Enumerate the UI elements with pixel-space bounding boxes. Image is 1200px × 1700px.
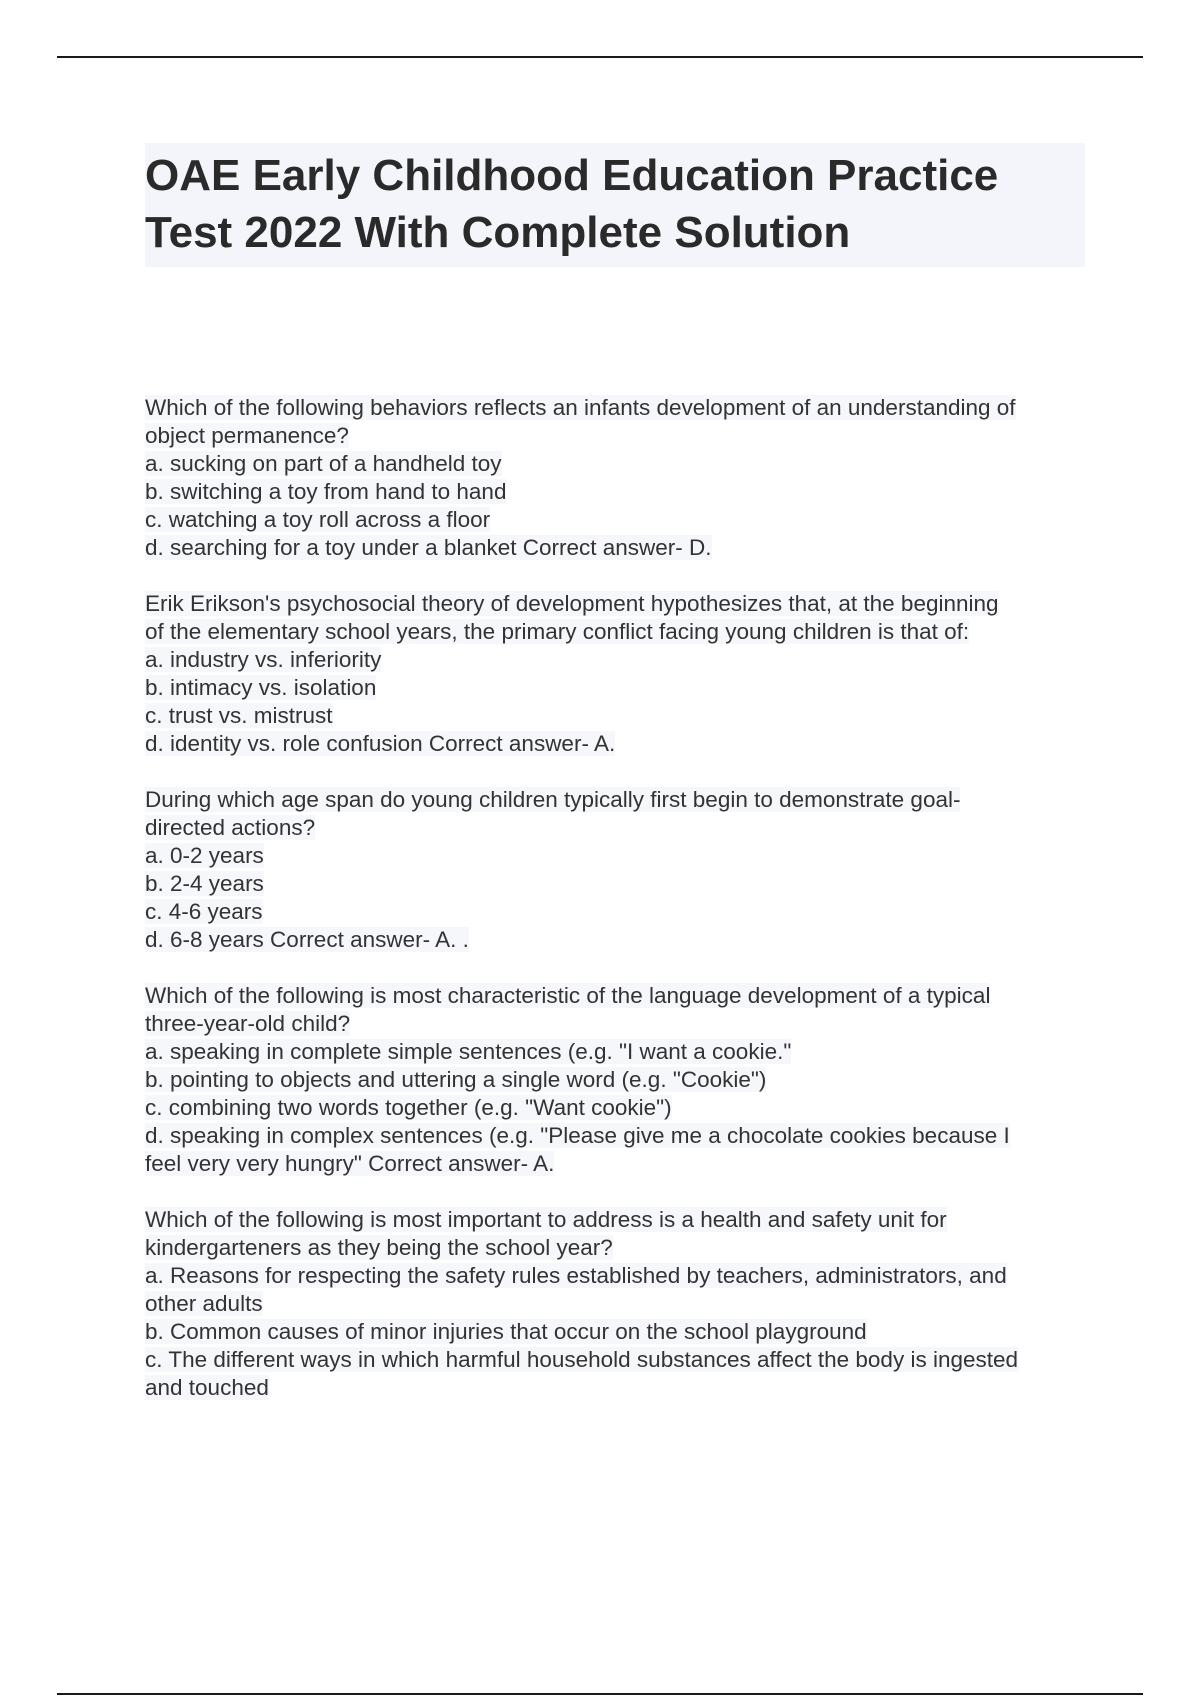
answer-option: b. Common causes of minor injuries that occur on the school playground xyxy=(145,1319,867,1344)
question-text: Which of the following is most characteristic of the language development of a typical xyxy=(145,983,991,1008)
question-4 xyxy=(145,982,1090,1178)
answer-option: d. 6-8 years Correct answer- A. . xyxy=(145,927,469,952)
question-text: kindergarteners as they being the school year? xyxy=(145,1235,613,1260)
answer-option: a. speaking in complete simple sentences (e.g. "I want a cookie." xyxy=(145,1039,792,1064)
question-text: of the elementary school years, the primary conflict facing young children is that of: xyxy=(145,619,970,644)
question-text: During which age span do young children typically first begin to demonstrate goal- xyxy=(145,787,961,812)
answer-option: b. 2-4 years xyxy=(145,871,264,896)
answer-option: a. Reasons for respecting the safety rules established by teachers, administrators, and xyxy=(145,1263,1007,1288)
answer-option: c. combining two words together (e.g. "Want cookie") xyxy=(145,1095,672,1120)
answer-option: d. speaking in complex sentences (e.g. "Please give me a chocolate cookies because I xyxy=(145,1123,1010,1148)
top-rule xyxy=(57,56,1143,58)
question-5 xyxy=(145,1206,1090,1402)
question-1 xyxy=(145,394,1090,562)
question-text: Which of the following is most important to address is a health and safety unit for xyxy=(145,1207,947,1232)
answer-option: c. The different ways in which harmful household substances affect the body is ingested xyxy=(145,1347,1019,1372)
answer-option: c. 4-6 years xyxy=(145,899,263,924)
answer-option: d. searching for a toy under a blanket Correct answer- D. xyxy=(145,535,712,560)
document-title: OAE Early Childhood Education Practice Test 2022 With Complete Solution xyxy=(145,151,999,257)
answer-option: a. sucking on part of a handheld toy xyxy=(145,451,502,476)
answer-option: feel very very hungry" Correct answer- A. xyxy=(145,1151,555,1176)
answer-option: and touched xyxy=(145,1375,269,1400)
answer-option: b. switching a toy from hand to hand xyxy=(145,479,507,504)
answer-option: b. pointing to objects and uttering a single word (e.g. "Cookie") xyxy=(145,1067,767,1092)
bottom-rule xyxy=(57,1693,1143,1695)
answer-option: c. watching a toy roll across a floor xyxy=(145,507,491,532)
question-list xyxy=(145,394,1090,1430)
question-text: Which of the following behaviors reflects an infants development of an understanding of xyxy=(145,395,1016,420)
title-block xyxy=(145,143,1085,267)
question-text: three-year-old child? xyxy=(145,1011,351,1036)
question-3 xyxy=(145,786,1090,954)
answer-option: other adults xyxy=(145,1291,263,1316)
question-2 xyxy=(145,590,1090,758)
answer-option: a. 0-2 years xyxy=(145,843,264,868)
answer-option: a. industry vs. inferiority xyxy=(145,647,382,672)
question-text: directed actions? xyxy=(145,815,316,840)
answer-option: d. identity vs. role confusion Correct answer- A. xyxy=(145,731,616,756)
question-text: Erik Erikson's psychosocial theory of development hypothesizes that, at the beginning xyxy=(145,591,999,616)
answer-option: c. trust vs. mistrust xyxy=(145,703,333,728)
question-text: object permanence? xyxy=(145,423,349,448)
answer-option: b. intimacy vs. isolation xyxy=(145,675,377,700)
